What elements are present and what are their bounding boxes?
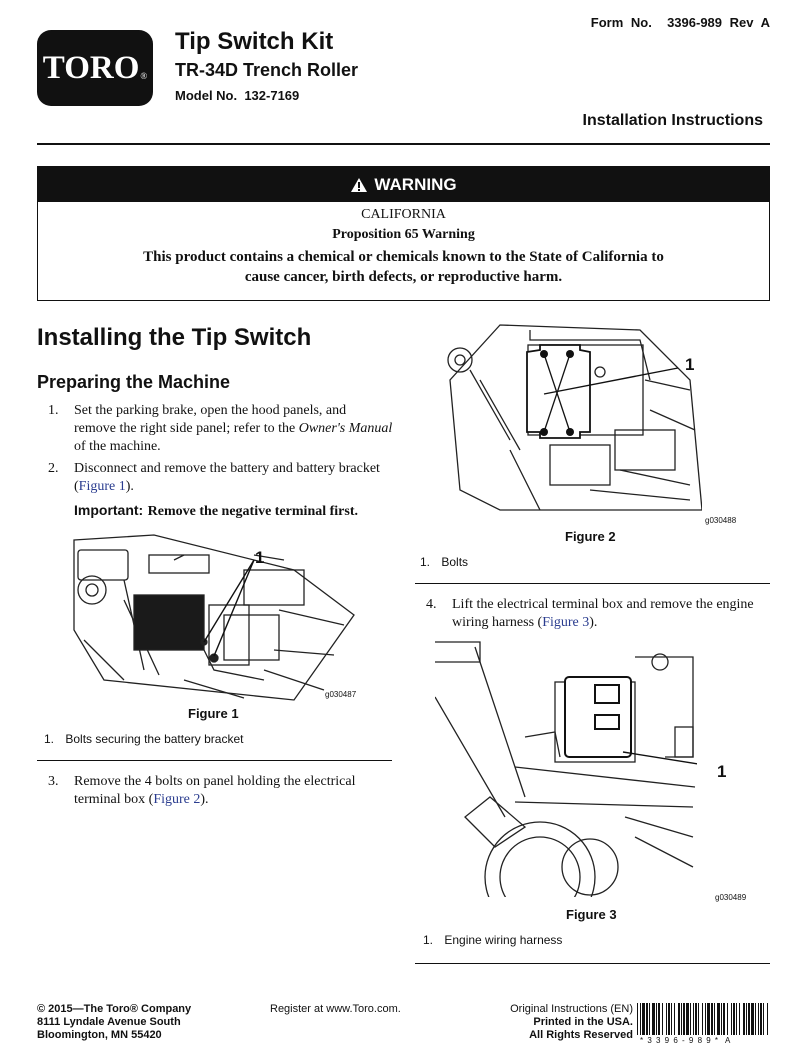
footer-company bbox=[37, 1003, 191, 1042]
document-title: Tip Switch Kit bbox=[175, 28, 334, 55]
important-note bbox=[74, 502, 358, 520]
barcode-bar bbox=[637, 1003, 638, 1035]
barcode-bar bbox=[671, 1003, 672, 1035]
warning-body bbox=[38, 205, 769, 287]
legend-number: 1. bbox=[44, 732, 55, 746]
barcode-bar bbox=[649, 1003, 650, 1035]
barcode-bar bbox=[717, 1003, 720, 1035]
barcode-bar bbox=[751, 1003, 754, 1035]
barcode-bar bbox=[760, 1003, 762, 1035]
barcode-bar bbox=[666, 1003, 667, 1035]
step-line bbox=[74, 478, 380, 496]
figure-2-code: g030488 bbox=[705, 516, 737, 525]
warning-box bbox=[37, 166, 770, 301]
barcode-bar bbox=[652, 1003, 655, 1035]
barcode-bar bbox=[739, 1003, 740, 1035]
step-line: Lift the electrical terminal box and remove the engine bbox=[452, 597, 754, 612]
step-number: 4. bbox=[426, 597, 437, 612]
barcode-text: * 3 3 9 6 - 9 8 9 * A bbox=[640, 1036, 732, 1045]
barcode-bar bbox=[733, 1003, 735, 1035]
barcode-bar bbox=[646, 1003, 648, 1035]
barcode-bar bbox=[674, 1003, 675, 1035]
step-line-text: wiring harness ( bbox=[452, 615, 543, 630]
step-2 bbox=[48, 460, 408, 500]
paren: ( bbox=[74, 479, 79, 494]
barcode-bar bbox=[707, 1003, 710, 1035]
figure-3-code: g030489 bbox=[715, 893, 747, 902]
step-line: Disconnect and remove the battery and battery bracket bbox=[74, 461, 380, 476]
figure-2-callout: 1 bbox=[685, 355, 695, 374]
step-text bbox=[74, 402, 392, 456]
legend-number: 1. bbox=[423, 933, 434, 947]
barcode-bar bbox=[723, 1003, 725, 1035]
footer-copyright: © 2015—The Toro® Company bbox=[37, 1003, 192, 1015]
figure-1-legend bbox=[44, 732, 243, 746]
figure-1-callout: 1 bbox=[255, 548, 265, 567]
barcode-bar bbox=[702, 1003, 703, 1035]
step-line: of the machine. bbox=[74, 439, 161, 454]
barcode-bar bbox=[767, 1003, 768, 1035]
barcode-bar bbox=[642, 1003, 645, 1035]
step-line bbox=[452, 614, 754, 632]
step-text bbox=[452, 596, 754, 632]
figure-3-illustration bbox=[435, 637, 697, 897]
barcode-bar bbox=[755, 1003, 756, 1035]
barcode-bar bbox=[656, 1003, 657, 1035]
figure-1-rule bbox=[37, 760, 392, 761]
barcode-bar bbox=[721, 1003, 722, 1035]
footer-rights bbox=[510, 1003, 633, 1042]
barcode-bar bbox=[714, 1003, 715, 1035]
footer-address-2: Bloomington, MN 55420 bbox=[37, 1029, 162, 1041]
paren: ). bbox=[125, 479, 134, 494]
figure-2-legend bbox=[420, 555, 468, 569]
figure-3-legend bbox=[423, 933, 562, 947]
step-line-text: remove the right side panel; refer to the bbox=[74, 421, 299, 436]
barcode-bar bbox=[743, 1003, 745, 1035]
barcode-bar bbox=[763, 1003, 764, 1035]
model-number: Model No. 132-7169 bbox=[175, 88, 300, 103]
important-text: Remove the negative terminal first. bbox=[147, 504, 358, 519]
header-rule bbox=[37, 143, 770, 145]
barcode-bar bbox=[695, 1003, 697, 1035]
section-subtitle: Preparing the Machine bbox=[37, 372, 231, 392]
warning-triangle-icon bbox=[350, 177, 368, 193]
step-line-text: terminal box ( bbox=[74, 792, 154, 807]
barcode-bar bbox=[678, 1003, 680, 1035]
figure-3-caption: Figure 3 bbox=[566, 907, 617, 922]
legend-text: Bolts securing the battery bracket bbox=[65, 732, 244, 746]
step-text bbox=[74, 460, 380, 496]
owners-manual-ref: Owner's Manual bbox=[298, 421, 393, 436]
form-number: Form No. 3396-989 Rev A bbox=[590, 15, 770, 30]
figure-2-caption: Figure 2 bbox=[565, 529, 616, 544]
logo-mark: ® bbox=[140, 71, 148, 81]
step-line: Set the parking brake, open the hood panels, and bbox=[74, 403, 347, 418]
figure-2-link[interactable]: Figure 2 bbox=[153, 792, 201, 807]
figure-2-rule bbox=[415, 583, 770, 584]
figure-1-link[interactable]: Figure 1 bbox=[78, 479, 126, 494]
warning-line-text1: This product contains a chemical or chemicals known to the State of California to bbox=[143, 249, 664, 265]
step-line bbox=[74, 791, 355, 809]
barcode-bar bbox=[640, 1003, 641, 1035]
installation-heading: Installation Instructions bbox=[582, 112, 763, 129]
legend-text: Engine wiring harness bbox=[444, 933, 563, 947]
legend-text: Bolts bbox=[441, 555, 469, 569]
barcode-bar bbox=[690, 1003, 691, 1035]
step-1 bbox=[48, 402, 408, 458]
barcode-bar bbox=[693, 1003, 694, 1035]
footer-address-1: 8111 Lyndale Avenue South bbox=[37, 1016, 181, 1028]
warning-heading: WARNING bbox=[374, 174, 457, 194]
toro-logo bbox=[37, 30, 153, 106]
section-title: Installing the Tip Switch bbox=[37, 324, 312, 351]
figure-3-rule bbox=[415, 963, 770, 964]
step-line: Remove the 4 bolts on panel holding the electrical bbox=[74, 774, 356, 789]
figure-3-link[interactable]: Figure 3 bbox=[542, 615, 590, 630]
barcode-bar bbox=[705, 1003, 706, 1035]
footer-printed: Printed in the USA. bbox=[533, 1016, 633, 1028]
barcode-bar bbox=[686, 1003, 689, 1035]
barcode-bar bbox=[746, 1003, 747, 1035]
barcode-bar bbox=[711, 1003, 713, 1035]
important-label: Important: bbox=[74, 502, 144, 518]
footer-original: Original Instructions (EN) bbox=[510, 1003, 633, 1015]
warning-line-prop65: Proposition 65 Warning bbox=[332, 227, 475, 242]
figure-3-callout: 1 bbox=[717, 762, 727, 781]
barcode-bar bbox=[731, 1003, 732, 1035]
step-4 bbox=[426, 596, 786, 636]
warning-header bbox=[38, 167, 769, 202]
paren: ). bbox=[200, 792, 209, 807]
warning-line-california: CALIFORNIA bbox=[361, 207, 446, 222]
figure-1-code: g030487 bbox=[325, 690, 357, 699]
barcode-bar bbox=[698, 1003, 699, 1035]
figure-1-caption: Figure 1 bbox=[188, 706, 239, 721]
step-number: 3. bbox=[48, 774, 59, 789]
barcode-bar bbox=[658, 1003, 660, 1035]
barcode-bar bbox=[681, 1003, 682, 1035]
legend-number: 1. bbox=[420, 555, 431, 569]
paren: ). bbox=[589, 615, 598, 630]
step-number: 1. bbox=[48, 403, 59, 418]
warning-line-text2: cause cancer, birth defects, or reproductive harm. bbox=[244, 269, 563, 285]
step-number: 2. bbox=[48, 461, 59, 476]
barcode-bar bbox=[668, 1003, 670, 1035]
step-text bbox=[74, 773, 355, 809]
barcode bbox=[637, 1003, 770, 1035]
barcode-bar bbox=[683, 1003, 685, 1035]
barcode-bar bbox=[727, 1003, 728, 1035]
footer-register[interactable]: Register at www.Toro.com. bbox=[270, 1003, 401, 1015]
logo-text: TORO bbox=[42, 49, 140, 86]
barcode-bar bbox=[748, 1003, 750, 1035]
barcode-bar bbox=[758, 1003, 759, 1035]
barcode-bar bbox=[662, 1003, 663, 1035]
document-subtitle: TR-34D Trench Roller bbox=[175, 60, 359, 80]
step-line bbox=[74, 420, 392, 438]
barcode-bar bbox=[736, 1003, 737, 1035]
figure-2-illustration bbox=[440, 320, 702, 516]
step-3 bbox=[48, 773, 408, 813]
footer-all-rights: All Rights Reserved bbox=[529, 1029, 633, 1041]
figure-1-illustration bbox=[64, 530, 364, 706]
